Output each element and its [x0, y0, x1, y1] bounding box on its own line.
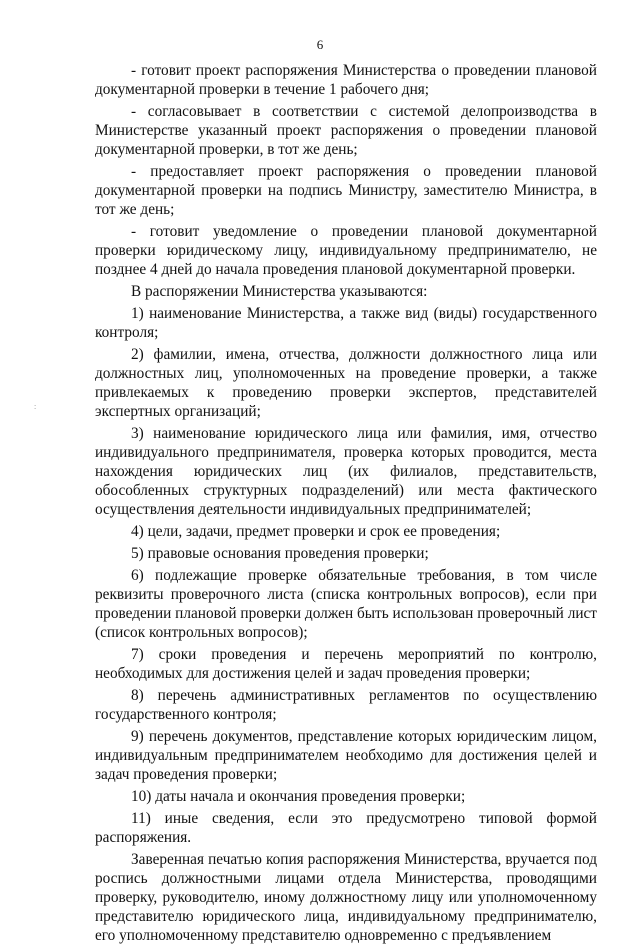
list-item-6: 6) подлежащие проверке обязательные требования, в том числе реквизиты проверочного листа (списка контрольных вопросов), если при проведении плановой проверки должен быть использован проверочный лист (список контрольных вопросов); [95, 567, 597, 641]
paragraph-order-contents-intro: В распоряжении Министерства указываются: [131, 283, 428, 300]
list-item-11: 11) иные сведения, если это предусмотрено типовой формой распоряжения. [95, 810, 597, 846]
paragraph-prepare-draft: - готовит проект распоряжения Министерства о проведении плановой документарной проверки в течение 1 рабочего дня; [95, 62, 597, 98]
list-item-4: 4) цели, задачи, предмет проверки и срок ее проведения; [131, 523, 501, 540]
document-body [95, 61, 597, 948]
list-item-7: 7) сроки проведения и перечень мероприятий по контролю, необходимых для достижения целей и задач проведения проверки; [95, 646, 597, 682]
list-item-5: 5) правовые основания проведения проверки; [131, 545, 429, 562]
paragraph-prepare-notice: - готовит уведомление о проведении плановой документарной проверки юридическому лицу, индивидуальному предпринимателю, не позднее 4 дней до начала проведения плановой документарной проверки. [95, 223, 597, 278]
list-item-10: 10) даты начала и окончания проведения проверки; [131, 788, 466, 805]
list-item-1: 1) наименование Министерства, а также вид (виды) государственного контроля; [95, 305, 597, 341]
list-item-8: 8) перечень административных регламентов по осуществлению государственного контроля; [95, 687, 597, 723]
paragraph-submit-for-signature: - предоставляет проект распоряжения о проведении плановой документарной проверки на подпись Министру, заместителю Министра, в тот же день; [95, 163, 597, 218]
paragraph-approve-draft: - согласовывает в соответствии с системой делопроизводства в Министерстве указанный проект распоряжения о проведении плановой документарной проверки, в тот же день; [95, 103, 597, 158]
list-item-2: 2) фамилии, имена, отчества, должности должностного лица или должностных лиц, уполномоченных на проведение проверки, а также привлекаемых к проведению проверки экспертов, представителей экспертных организаций; [95, 346, 597, 420]
page-number: 6 [316, 37, 324, 52]
paragraph-order-copy-delivery: Заверенная печатью копия распоряжения Министерства, вручается под роспись должностными лицами отдела Министерства, проводящими проверку, руководителю, иному должностному лицу или уполномоченному представителю юридического лица, индивидуальному предпринимателю, его уполномоченному представителю одновременно с предъявлением [95, 851, 597, 944]
margin-mark: : [34, 402, 37, 411]
list-item-3: 3) наименование юридического лица или фамилия, имя, отчество индивидуального предпринимателя, проверка которых проводится, места нахождения юридических лиц (их филиалов, представительств, обособленных структурных подразделений) или места фактического осуществления деятельности индивидуальных предпринимателей; [95, 425, 597, 518]
list-item-9: 9) перечень документов, представление которых юридическим лицом, индивидуальным предпринимателем необходимо для достижения целей и задач проведения проверки; [95, 728, 597, 783]
